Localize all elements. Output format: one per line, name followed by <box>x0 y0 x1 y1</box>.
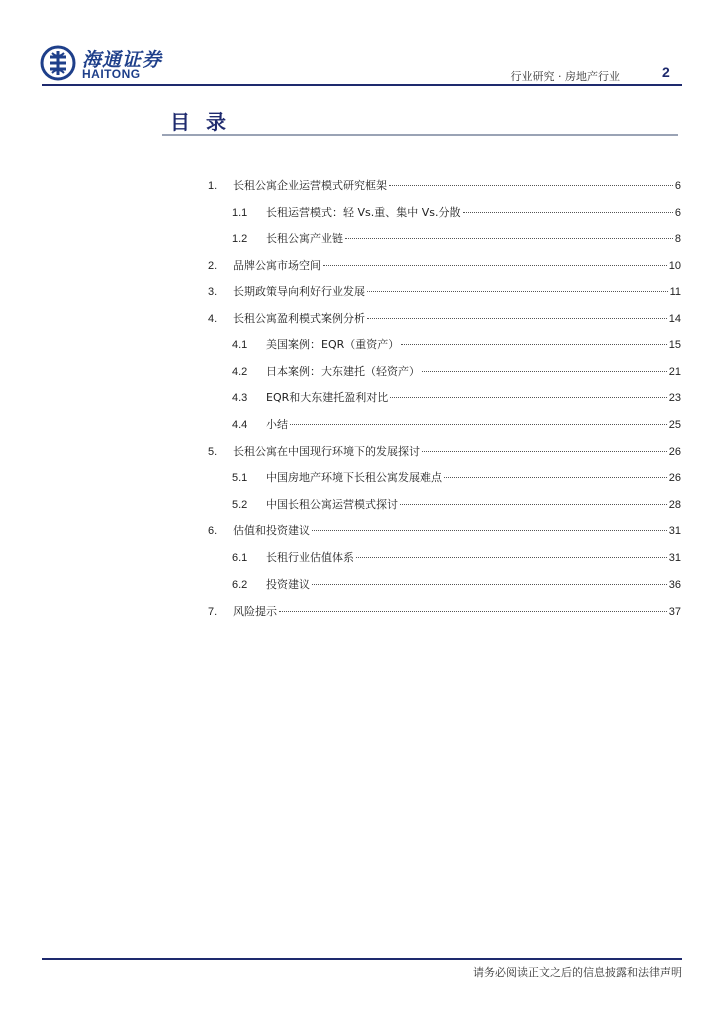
toc-entry-number: 1.1 <box>232 207 248 219</box>
toc-entry-number: 1. <box>208 180 218 192</box>
toc-entry-number: 5. <box>208 446 218 458</box>
logo-chinese-name: 海通证券 <box>82 49 163 71</box>
toc-entry-page: 21 <box>668 366 681 378</box>
toc-entry-number: 6. <box>208 525 218 537</box>
toc-leader <box>312 530 667 531</box>
toc-leader <box>390 397 666 398</box>
toc-leader <box>312 584 667 585</box>
toc-entry-number: 5.2 <box>232 499 248 511</box>
toc-entry-label: 长租公寓在中国现行环境下的发展探讨 <box>233 445 420 458</box>
toc-entry-page: 11 <box>669 286 681 298</box>
haitong-emblem-icon <box>40 45 76 81</box>
toc-entry-page: 37 <box>668 606 681 618</box>
disclaimer-notice: 请务必阅读正文之后的信息披露和法律声明 <box>473 966 682 979</box>
toc-entry-number: 6.1 <box>232 552 248 564</box>
toc-entry-label: 长租行业估值体系 <box>266 551 354 564</box>
toc-entry[interactable] <box>232 471 681 485</box>
toc-entry-number: 3. <box>208 286 218 298</box>
toc-entry-number: 4.2 <box>232 366 248 378</box>
toc-entry-label: 长租运营模式：轻 Vs.重、集中 Vs.分散 <box>266 206 461 219</box>
toc-entry-page: 28 <box>668 499 681 511</box>
toc-entry[interactable] <box>232 551 681 565</box>
toc-entry[interactable] <box>232 365 681 379</box>
toc-leader <box>444 477 667 478</box>
title-divider <box>162 134 678 136</box>
toc-entry-page: 8 <box>674 233 681 245</box>
toc-entry-label: 品牌公寓市场空间 <box>233 259 321 272</box>
toc-entry[interactable] <box>208 605 681 619</box>
report-category: 行业研究 · 房地产行业 <box>510 70 620 83</box>
toc-entry-page: 6 <box>674 180 681 192</box>
toc-entry-label: 中国房地产环境下长租公寓发展难点 <box>266 471 442 484</box>
toc-entry-label: 长期政策导向利好行业发展 <box>233 285 365 298</box>
toc-entry-page: 31 <box>668 525 681 537</box>
toc-entry[interactable] <box>208 259 681 273</box>
toc-entry-page: 10 <box>668 260 681 272</box>
toc-entry-page: 26 <box>668 446 681 458</box>
toc-entry-page: 25 <box>668 419 681 431</box>
toc-entry-label: 中国长租公寓运营模式探讨 <box>266 498 398 511</box>
toc-entry[interactable] <box>208 285 681 299</box>
toc-entry[interactable] <box>232 206 681 220</box>
toc-entry-page: 6 <box>674 207 681 219</box>
toc-entry-page: 26 <box>668 472 681 484</box>
toc-leader <box>367 318 667 319</box>
toc-entry-label: 长租公寓企业运营模式研究框架 <box>233 179 387 192</box>
toc-entry-label: 长租公寓盈利模式案例分析 <box>233 312 365 325</box>
toc-entry-page: 36 <box>668 579 681 591</box>
toc-leader <box>279 611 667 612</box>
toc-entry[interactable] <box>208 524 681 538</box>
toc-entry-label: 风险提示 <box>233 605 277 618</box>
toc-entry[interactable] <box>232 391 681 405</box>
toc-leader <box>356 557 667 558</box>
toc-leader <box>323 265 667 266</box>
toc-entry-label: 美国案例：EQR（重资产） <box>266 338 400 351</box>
footer-divider <box>42 958 682 960</box>
toc-entry[interactable] <box>232 338 681 352</box>
toc-leader <box>389 185 673 186</box>
toc-leader <box>400 504 667 505</box>
toc-leader <box>422 451 667 452</box>
toc-entry-page: 31 <box>668 552 681 564</box>
toc-entry-number: 6.2 <box>232 579 248 591</box>
toc-entry-number: 4.4 <box>232 419 248 431</box>
toc-entry-label: 日本案例：大东建托（轻资产） <box>266 365 420 378</box>
toc-entry-label: EQR和大东建托盈利对比 <box>266 391 389 404</box>
toc-entry-page: 14 <box>668 313 681 325</box>
toc-entry[interactable] <box>208 179 681 193</box>
toc-leader <box>367 291 668 292</box>
haitong-logo <box>40 45 180 85</box>
toc-entry-number: 7. <box>208 606 218 618</box>
logo-english-name: HAITONG <box>82 67 141 81</box>
toc-entry-page: 23 <box>668 392 681 404</box>
toc-entry-number: 2. <box>208 260 218 272</box>
toc-entry-page: 15 <box>668 339 681 351</box>
toc-entry-number: 4.3 <box>232 392 248 404</box>
toc-entry[interactable] <box>232 232 681 246</box>
toc-entry-number: 4.1 <box>232 339 248 351</box>
toc-leader <box>463 212 673 213</box>
toc-leader <box>401 344 666 345</box>
toc-title: 目录 <box>170 110 242 134</box>
header-divider <box>42 84 682 86</box>
toc-entry-label: 投资建议 <box>266 578 310 591</box>
toc-entry-label: 长租公寓产业链 <box>266 232 343 245</box>
page-number: 2 <box>662 64 670 80</box>
toc-entry[interactable] <box>208 445 681 459</box>
toc-entry-number: 5.1 <box>232 472 248 484</box>
toc-leader <box>422 371 667 372</box>
toc-entry-label: 小结 <box>266 418 288 431</box>
toc-leader <box>345 238 673 239</box>
toc-entry[interactable] <box>232 418 681 432</box>
toc-entry-number: 1.2 <box>232 233 248 245</box>
toc-entry-number: 4. <box>208 313 218 325</box>
toc-entry[interactable] <box>232 578 681 592</box>
toc-entry-label: 估值和投资建议 <box>233 524 310 537</box>
toc-entry[interactable] <box>232 498 681 512</box>
toc-entry[interactable] <box>208 312 681 326</box>
toc-leader <box>290 424 667 425</box>
